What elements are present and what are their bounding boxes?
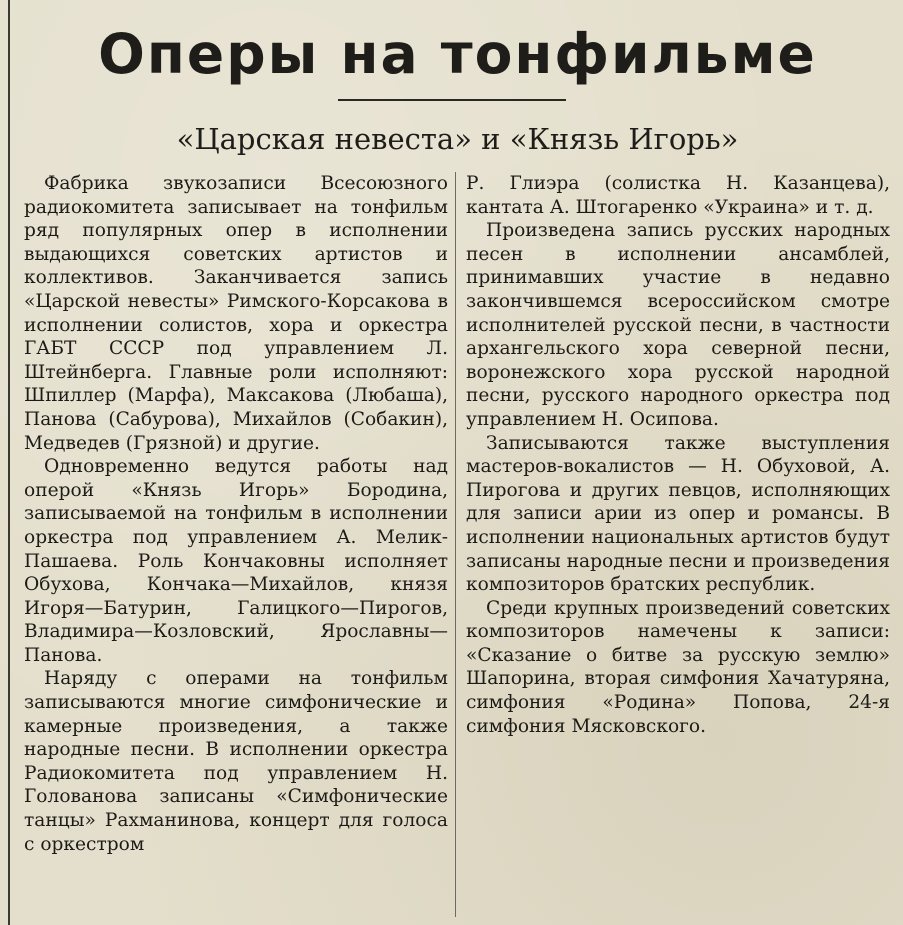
paragraph: Р. Глиэра (солистка Н. Казанцева), кантата А. Штогаренко «Украина» и т. д. <box>466 173 890 218</box>
headline: Оперы на тонфильме <box>98 22 817 86</box>
article-column-left <box>24 172 448 856</box>
paragraph: Одновременно ведутся работы над оперой «Князь Игорь» Бородина, записываемой на тонфильм в исполнении оркестра под управлением А. Мелик-Пашаева. Роль Кончаковны исполняет Обухова, Кончака—Михайлов, князя Игоря—Батурин, Галицкого—Пирогов, Владимира—Козловский, Ярославны—Панова. <box>24 456 448 666</box>
article-column-right <box>466 172 890 738</box>
paragraph: Среди крупных произведений советских композиторов намечены к записи: «Сказание о битве за русскую землю» Шапорина, вторая симфония Хачатуряна, симфония «Родина» Попова, 24-я симфония Мясковского. <box>466 597 890 737</box>
paragraph: Записываются также выступления мастеров-вокалистов — Н. Обуховой, А. Пирогова и других певцов, исполняющих для записи арии из опер и романсы. В исполнении национальных артистов будут записаны народные песни и произведения композиторов братских республик. <box>466 432 891 596</box>
paragraph: Фабрика звукозаписи Всесоюзного радиокомитета записывает на тонфильм ряд популярных опер в исполнении выдающихся советских артистов и коллективов. Заканчивается запись «Царской невесты» Римского-Корсакова в исполнении солистов, хора и оркестра ГАБТ СССР под управлением Л. Штейнберга. Главные роли исполняют: Шпиллер (Марфа), Максакова (Любаша), Панова (Сабурова), Михайлов (Собакин), Медведев (Грязной) и другие. <box>24 173 448 454</box>
paragraph: Произведена запись русских народных песен в исполнении ансамблей, принимавших участие в недавно закончившемся всероссийском смотре исполнителей русской песни, в частности архангельского хора северной песни, воронежского хора русской народной песни, русского народного оркестра под управлением Н. Осипова. <box>466 220 890 430</box>
column-divider <box>455 172 456 917</box>
page-edge-line <box>8 0 10 925</box>
subheadline: «Царская невеста» и «Князь Игорь» <box>176 122 739 156</box>
paragraph: Наряду с операми на тонфильм записываются многие симфонические и камерные произведения, а также народные песни. В исполнении оркестра Радиокомитета под управлением Н. Голованова записаны «Симфонические танцы» Рахманинова, концерт для голоса с оркестром <box>24 668 448 855</box>
headline-rule <box>338 99 566 101</box>
